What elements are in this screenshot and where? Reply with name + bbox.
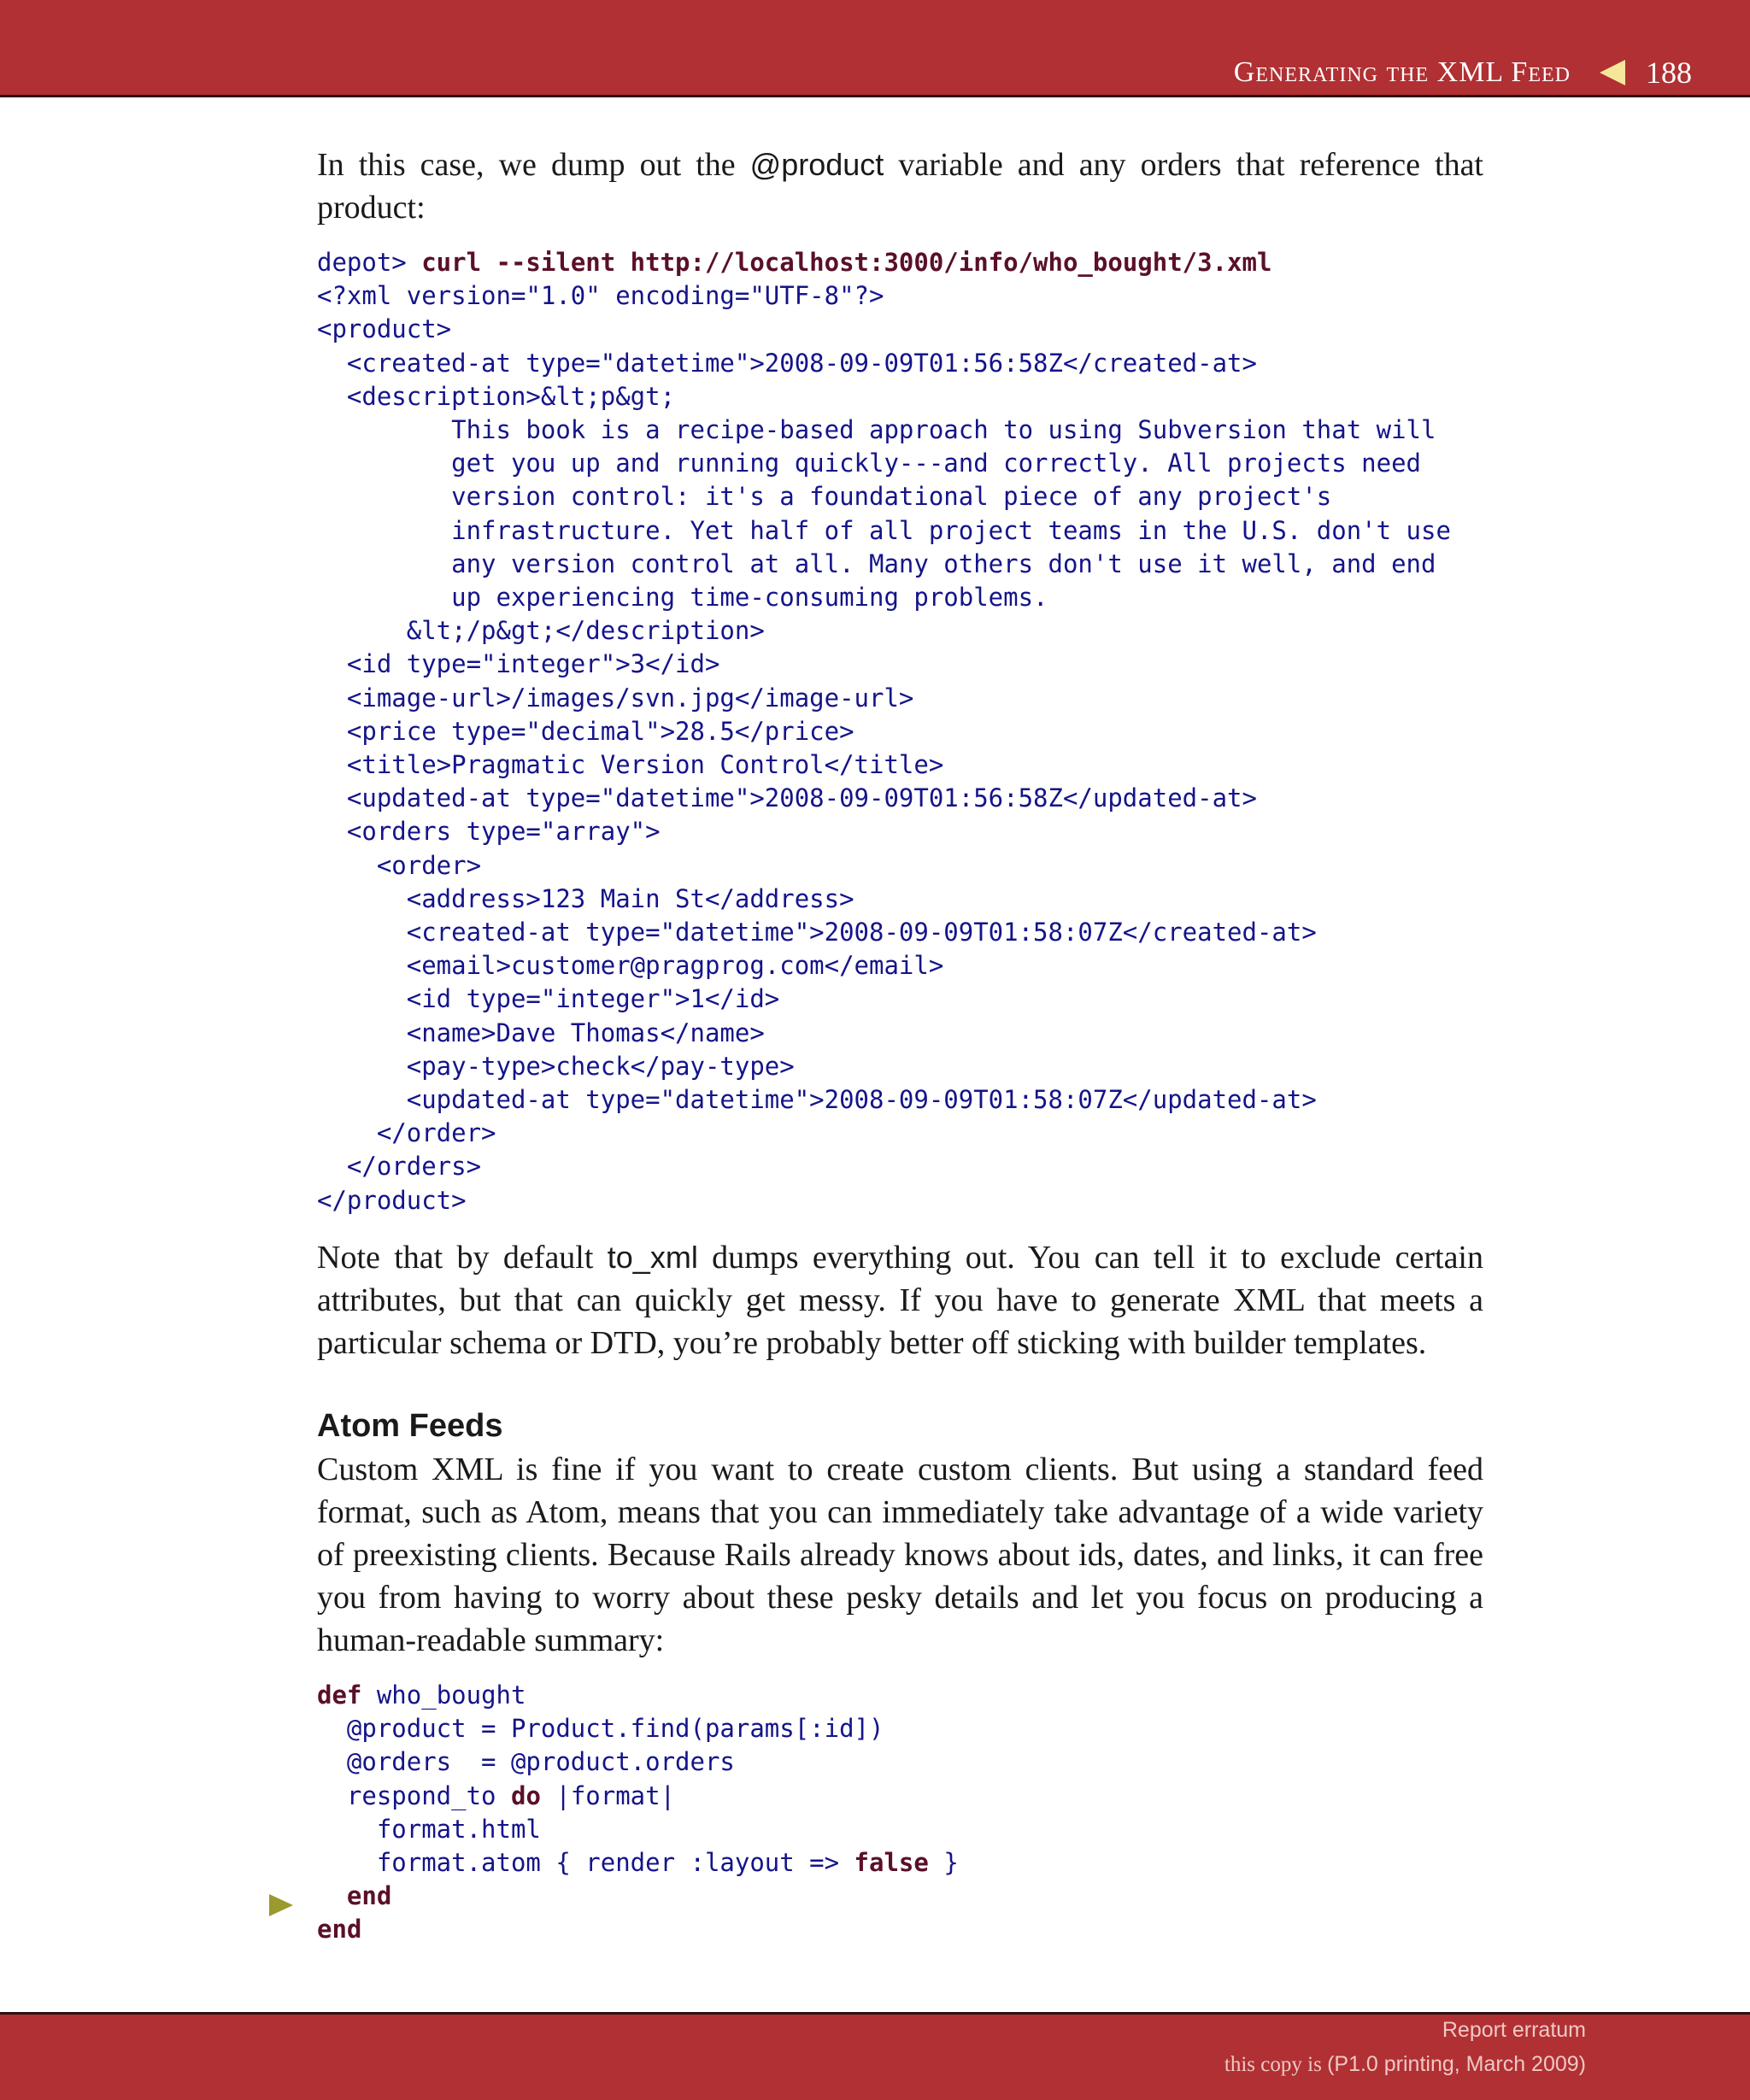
code-keyword: do (510, 1780, 541, 1810)
xml-line: This book is a recipe-based approach to using Subversion that will (317, 415, 1436, 445)
code-text: format.atom { render :layout => (317, 1847, 854, 1877)
previous-page-arrow-icon[interactable] (1600, 60, 1625, 85)
paragraph-to-xml-text-b: dumps everything out. You can tell it to exclude certain attributes, but that can quickly get messy. If you have to generate XML that meets a particular schema or DTD, you’re probably better off sticking with builder templates. (317, 1239, 1483, 1361)
paragraph-intro-text-a: In this case, we dump out the (317, 147, 750, 183)
xml-line: <pay-type>check</pay-type> (317, 1051, 795, 1081)
xml-line: up experiencing time-consuming problems. (317, 583, 1048, 613)
code-line: @orders = @product.orders (317, 1747, 735, 1777)
section-heading: Atom Feeds (317, 1407, 503, 1444)
printing-info: (P1.0 printing, March 2009) (1327, 2052, 1586, 2076)
ruby-listing (317, 1679, 1483, 1947)
xml-line: </product> (317, 1185, 467, 1215)
xml-line: &lt;/p&gt;</description> (317, 616, 765, 646)
code-keyword: end (317, 1915, 362, 1945)
xml-line: <updated-at type="datetime">2008-09-09T01:58:07Z</updated-at> (317, 1085, 1317, 1115)
code-text: |format| (540, 1780, 676, 1810)
xml-line: <order> (317, 850, 482, 880)
xml-line: <orders type="array"> (317, 817, 661, 847)
xml-line: <created-at type="datetime">2008-09-09T01:56:58Z</created-at> (317, 348, 1257, 378)
code-line: format.html (317, 1814, 541, 1844)
xml-line: </order> (317, 1118, 496, 1148)
code-text: respond_to (317, 1780, 511, 1810)
shell-prompt: depot> (317, 248, 422, 277)
xml-line: <description>&lt;p&gt; (317, 381, 676, 411)
paragraph-to-xml-text-a: Note that by default (317, 1239, 608, 1276)
xml-line: <title>Pragmatic Version Control</title> (317, 750, 944, 780)
code-line: @product = Product.find(params[:id]) (317, 1714, 884, 1744)
copy-prefix: this copy is (1224, 2053, 1328, 2076)
paragraph-intro (317, 144, 1483, 229)
running-head (1234, 53, 1692, 92)
page-content (317, 144, 1483, 1947)
xml-line: <product> (317, 314, 452, 344)
xml-line: <price type="decimal">28.5</price> (317, 716, 854, 746)
paragraph-atom: Custom XML is fine if you want to create custom clients. But using a standard feed format, such as Atom, means that you can immediately take advantage of a wide variety of preexisting clients. Because Rails already knows about ids, dates, and links, it can free you from having to worry about these pesky details and let you focus on producing a human-readable summary: (317, 1451, 1483, 1658)
xml-line: <?xml version="1.0" encoding="UTF-8"?> (317, 281, 884, 311)
code-text (317, 1881, 347, 1910)
xml-line: <email>customer@pragprog.com</email> (317, 951, 944, 981)
section-title: Generating the XML Feed (1233, 56, 1571, 88)
xml-line: <created-at type="datetime">2008-09-09T01:58:07Z</created-at> (317, 918, 1317, 947)
xml-output-lines (317, 281, 1451, 1214)
paragraph-intro-text-b: variable and any orders that reference that product: (317, 147, 1483, 226)
xml-line: <updated-at type="datetime">2008-09-09T01:56:58Z</updated-at> (317, 783, 1257, 813)
xml-line: <address>123 Main St</address> (317, 883, 854, 913)
xml-line: version control: it's a foundational piece of any project's (317, 482, 1332, 512)
inline-code-product: @product (749, 147, 884, 182)
xml-line: <name>Dave Thomas</name> (317, 1018, 765, 1047)
xml-line: <id type="integer">1</id> (317, 984, 780, 1014)
copy-info (1224, 2052, 1586, 2077)
page-number: 188 (1646, 56, 1692, 90)
xml-listing (317, 246, 1483, 1217)
xml-line: <image-url>/images/svn.jpg</image-url> (317, 683, 914, 713)
xml-line: <id type="integer">3</id> (317, 649, 720, 679)
code-keyword: false (854, 1847, 929, 1877)
changed-line-marker-icon (269, 1894, 293, 1916)
paragraph-to-xml (317, 1236, 1483, 1364)
xml-line: get you up and running quickly---and correctly. All projects need (317, 449, 1422, 478)
xml-line: </orders> (317, 1152, 482, 1182)
curl-command: curl --silent http://localhost:3000/info/who_bought/3.xml (421, 248, 1272, 277)
code-keyword: def (317, 1680, 362, 1710)
code-text: who_bought (361, 1680, 526, 1710)
xml-line: any version control at all. Many others don't use it well, and end (317, 548, 1436, 578)
xml-line: infrastructure. Yet half of all project teams in the U.S. don't use (317, 515, 1451, 545)
code-text: } (928, 1847, 959, 1877)
code-keyword: end (346, 1881, 392, 1911)
report-erratum-link[interactable]: Report erratum (1442, 2018, 1586, 2042)
inline-code-to-xml: to_xml (607, 1239, 698, 1275)
